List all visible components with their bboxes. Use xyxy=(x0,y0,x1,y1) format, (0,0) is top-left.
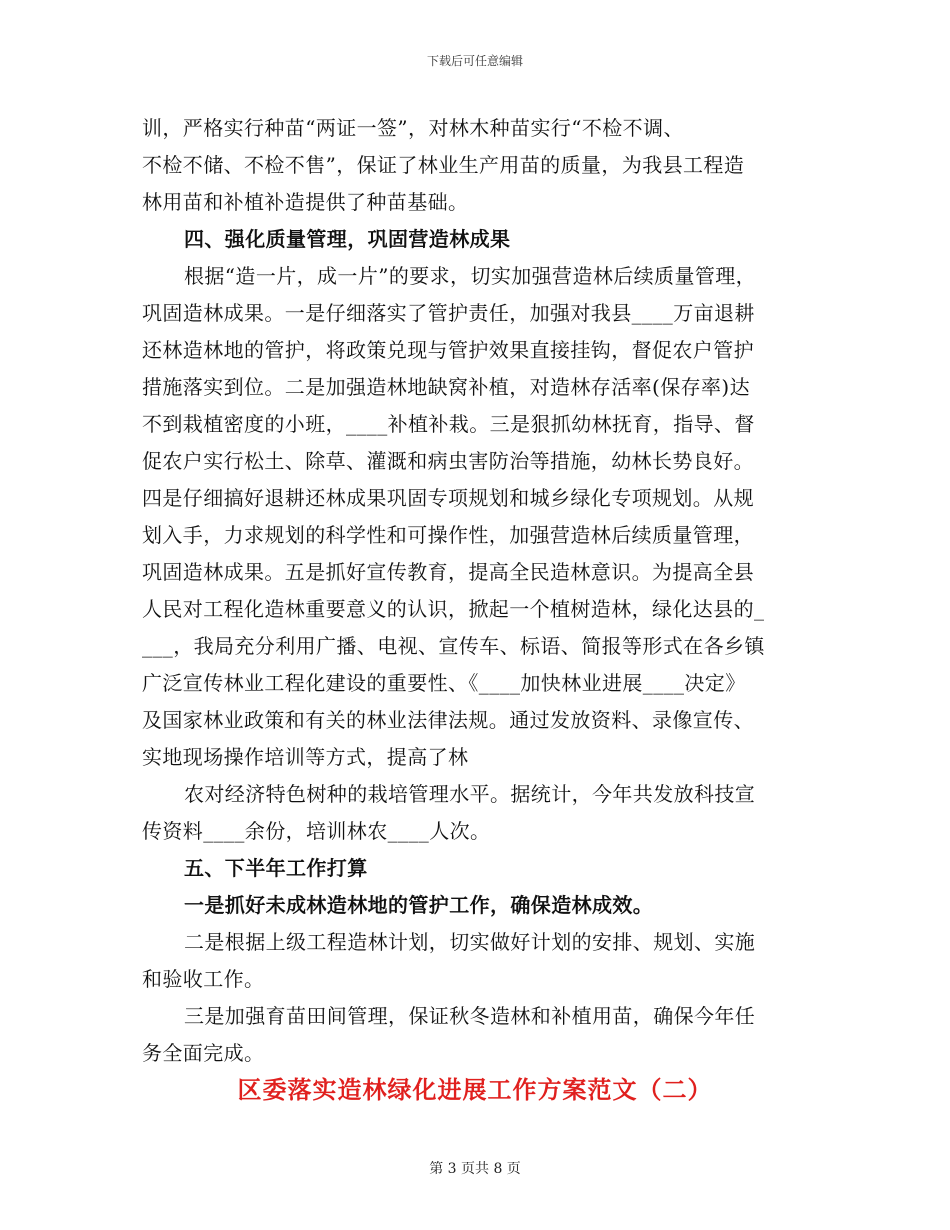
body-line: ___，我局充分利用广播、电视、宣传车、标语、简报等形式在各乡镇 xyxy=(142,634,765,658)
page-header: 下载后可任意编辑 xyxy=(426,54,523,68)
body-line: 不到栽植密度的小班，____补植补栽。三是狠抓幼林抚育，指导、督 xyxy=(142,412,755,436)
body-line: 人民对工程化造林重要意义的认识，掀起一个植树造林，绿化达县的_ xyxy=(142,597,765,621)
body-line: 措施落实到位。二是加强造林地缺窝补植，对造林存活率(保存率)达 xyxy=(142,375,751,399)
plan-item-1: 一是抓好未成林造林地的管护工作，确保造林成效。 xyxy=(184,893,654,917)
body-line: 及国家林业政策和有关的林业法律法规。通过发放资料、录像宣传、 xyxy=(142,708,754,732)
body-line: 和验收工作。 xyxy=(142,967,265,991)
document-body xyxy=(142,110,812,1072)
document-title: 区委落实造林绿化进展工作方案范文（二） xyxy=(237,1075,713,1104)
body-line: 巩固造林成果。一是仔细落实了管护责任，加强对我县____万亩退耕 xyxy=(142,301,755,325)
body-line: 实地现场操作培训等方式，提高了林 xyxy=(142,745,469,769)
section-heading-4: 四、强化质量管理，巩固营造林成果 xyxy=(184,227,511,251)
body-line: 广泛宣传林业工程化建设的重要性、《____加快林业进展____决定》 xyxy=(142,671,746,695)
body-line: 训，严格实行种苗“两证一签”，对林木种苗实行“不检不调、 xyxy=(142,116,684,140)
body-line: 促农户实行松土、除草、灌溉和病虫害防治等措施，幼林长势良好。 xyxy=(142,449,754,473)
body-line: 根据“造一片，成一片”的要求，切实加强营造林后续质量管理， xyxy=(184,264,757,288)
body-line: 传资料____余份，培训林农____人次。 xyxy=(142,819,491,843)
body-line: 四是仔细搞好退耕还林成果巩固专项规划和城乡绿化专项规划。从规 xyxy=(142,486,754,510)
plan-item-2: 二是根据上级工程造林计划，切实做好计划的安排、规划、实施 xyxy=(184,930,756,954)
body-line: 不检不储、不检不售”，保证了林业生产用苗的质量，为我县工程造 xyxy=(142,153,745,177)
page-footer: 第 3 页共 8 页 xyxy=(429,1161,521,1177)
body-line: 还林造林地的管护，将政策兑现与管护效果直接挂钩，督促农户管护 xyxy=(142,338,754,362)
body-line: 划入手，力求规划的科学性和可操作性，加强营造林后续质量管理， xyxy=(142,523,754,547)
body-line: 林用苗和补植补造提供了种苗基础。 xyxy=(142,190,469,214)
body-line: 农对经济特色树种的栽培管理水平。据统计，今年共发放科技宣 xyxy=(184,782,756,806)
body-line: 巩固造林成果。五是抓好宣传教育，提高全民造林意识。为提高全县 xyxy=(142,560,754,584)
section-heading-5: 五、下半年工作打算 xyxy=(184,856,368,880)
plan-item-3: 三是加强育苗田间管理，保证秋冬造林和补植用苗，确保今年任 xyxy=(184,1004,756,1028)
body-line: 务全面完成。 xyxy=(142,1041,265,1065)
